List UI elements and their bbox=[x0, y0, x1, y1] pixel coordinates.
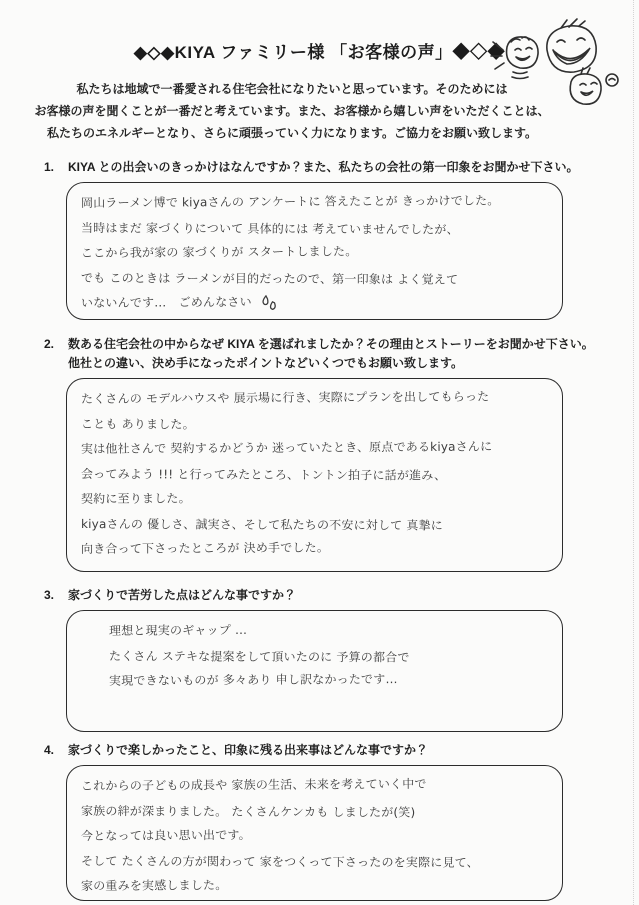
question-text: 家づくりで楽しかったこと、印象に残る出来事はどんな事ですか？ bbox=[68, 743, 429, 757]
answer-line: 理想と現実のギャップ … bbox=[108, 622, 248, 638]
answer-line bbox=[81, 288, 552, 316]
answer-line: 会ってみよう !!! と行ってみたところ、トントン拍子に話が進み、 bbox=[80, 467, 447, 483]
question-block-1 bbox=[44, 158, 619, 320]
answer-line: 家の重みを実感しました。 bbox=[80, 878, 228, 893]
question-3 bbox=[44, 586, 619, 605]
answer-line-text: いないんです… ごめんなさい bbox=[80, 294, 252, 310]
question-text-line2: 他社との違い、決め手になったポイントなどいくつでもお願い致します。 bbox=[68, 356, 464, 370]
intro-text bbox=[18, 78, 566, 144]
answer-line: たくさん ステキな提案をして頂いたのに 予算の都合で bbox=[108, 649, 410, 665]
answer-line: 家族の絆が深まりました。 たくさんケンカも しましたが(笑) bbox=[80, 804, 416, 820]
sweat-drops-doodle bbox=[260, 294, 277, 310]
question-4 bbox=[44, 741, 619, 760]
question-number: 2. bbox=[44, 337, 55, 351]
answer-line: そして たくさんの方が関わって 家をつくって下さったのを実際に見て、 bbox=[80, 854, 479, 870]
page-title: ◆◇◆KIYA ファミリー様 「お客様の声」◆◇◆ bbox=[133, 43, 506, 62]
answer-box-3 bbox=[66, 610, 563, 732]
answer-line: 実現できないものが 多々あり 申し訳なかったです… bbox=[108, 672, 398, 688]
answer-line: たくさんの モデルハウスや 展示場に行き、実際にプランを出してもらった bbox=[80, 389, 490, 406]
family-faces-doodle bbox=[489, 16, 629, 108]
question-text: 数ある住宅会社の中からなぜ KIYA を選ばれましたか？その理由とストーリーをお聞かせ下さい。 bbox=[68, 337, 594, 351]
intro-line: 私たちは地域で一番愛される住宅会社になりたいと思っています。そのためには bbox=[76, 82, 508, 96]
answer-line: ことも ありました。 bbox=[80, 417, 195, 432]
question-1 bbox=[44, 158, 619, 177]
answer-line: これからの子どもの成長や 家族の生活、未来を考えていく中で bbox=[80, 776, 427, 793]
question-number: 3. bbox=[44, 588, 55, 602]
scan-artifact-line bbox=[633, 0, 634, 905]
question-number: 4. bbox=[44, 743, 55, 757]
question-block-2 bbox=[44, 335, 619, 572]
intro-line: お客様の声を聞くことが一番だと考えています。また、お客様から嬉しい声をいただくことは、 bbox=[34, 104, 550, 118]
answer-line: 当時はまだ 家づくりについて 具体的には 考えていませんでしたが、 bbox=[80, 221, 459, 237]
answer-line: 今となっては良い思い出です。 bbox=[80, 827, 251, 843]
answer-line: 実は他社さんで 契約するかどうか 迷っていたとき、原点であるkiyaさんに bbox=[80, 439, 493, 456]
question-block-4 bbox=[44, 741, 619, 901]
answer-box-2 bbox=[66, 378, 563, 572]
answer-line: ここから我が家の 家づくりが スタートしました。 bbox=[80, 244, 358, 260]
question-number: 1. bbox=[44, 160, 55, 174]
question-text: KIYA との出会いのきっかけはなんですか？また、私たちの会社の第一印象をお聞かせ下さい。 bbox=[68, 160, 579, 174]
question-2 bbox=[44, 335, 619, 373]
answer-line: 向き合って下さったところが 決め手でした。 bbox=[80, 540, 330, 556]
question-text: 家づくりで苦労した点はどんな事ですか？ bbox=[68, 588, 297, 602]
answer-line: kiyaさんの 優しさ、誠実さ、そして私たちの不安に対して 真摯に bbox=[80, 517, 444, 533]
intro-line: 私たちのエネルギーとなり、さらに頑張っていく力になります。ご協力をお願い致します。 bbox=[46, 126, 538, 140]
answer-line: 契約に至りました。 bbox=[80, 491, 191, 506]
answer-line: でも このときは ラーメンが目的だったので、第一印象は よく覚えて bbox=[80, 271, 459, 287]
answer-line: 岡山ラーメン博で kiyaさんの アンケートに 答えたことが きっかけでした。 bbox=[80, 193, 500, 210]
answer-box-1 bbox=[66, 182, 563, 320]
answer-box-4 bbox=[66, 765, 563, 901]
question-block-3 bbox=[44, 586, 619, 732]
